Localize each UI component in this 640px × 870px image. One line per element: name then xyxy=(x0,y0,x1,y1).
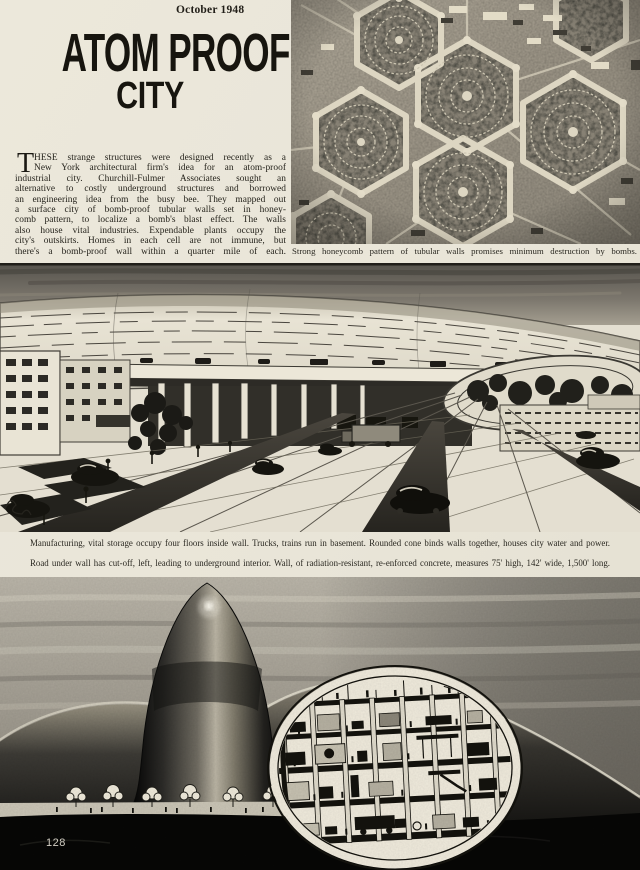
honeycomb-city-photo xyxy=(291,0,640,244)
intro-line: there's a bomb-proof wall within a quarter mile of each. xyxy=(15,246,286,257)
issue-date: October 1948 xyxy=(176,4,245,16)
page-number: 128 xyxy=(46,837,66,849)
headline-line2: CITY xyxy=(116,75,184,117)
intro-line: a surface city of bomb-proof tubular walls set in honey- xyxy=(15,205,286,216)
buildings-left xyxy=(0,351,130,455)
drop-cap: T xyxy=(17,148,35,179)
article-headline xyxy=(14,23,290,117)
honeycomb-caption: Strong honeycomb pattern of tubular walls promises minimum destruction by bombs. xyxy=(292,246,637,256)
street-caption-line1: Manufacturing, vital storage occupy four floors inside wall. Trucks, trains run in basement. Rounded cone binds walls together, houses city water and power. xyxy=(30,538,610,548)
headline-line1: ATOM PROOF xyxy=(61,23,290,83)
intro-line: HESE strange structures were designed recently as a xyxy=(34,153,286,163)
intro-line: alternative to costly underground structures and borrowed xyxy=(15,184,286,195)
street-caption-line2: Road under wall has cut-off, left, leading to underground interior. Wall, of radiation-resistant, re-enforced concrete, measures 75' high, 142' wide, 1,500' long. xyxy=(30,558,610,568)
intro-line: also house vital industries. Expendable plants occupy the xyxy=(15,225,286,236)
intro-line: New York architectural firm's idea for an atom-proof xyxy=(34,163,286,174)
intro-line: industrial city. Churchill-Fulmer Associates sought an xyxy=(15,173,286,184)
intro-line: comb pattern, to localize a bomb's blast effect. The walls xyxy=(15,215,286,226)
street-scene-illustration xyxy=(0,263,640,532)
intro-line: an engineering idea from the busy bee. They mapped out xyxy=(15,194,286,205)
intro-line: city's outskirts. Homes in each cell are not immune, but xyxy=(15,236,286,247)
cone-wall-rendering xyxy=(0,577,640,870)
intro-paragraph xyxy=(15,148,286,257)
